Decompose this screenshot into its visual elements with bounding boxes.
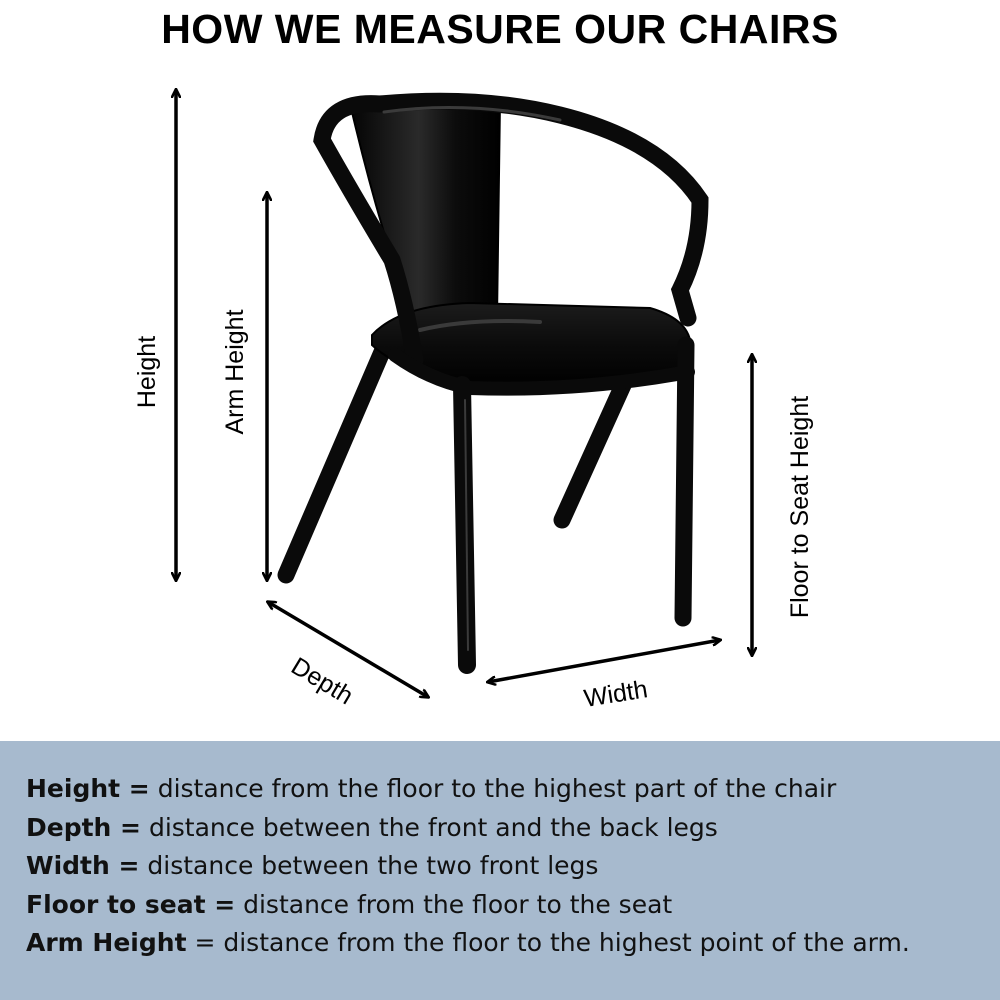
definition-term: Depth = bbox=[26, 812, 142, 842]
definitions-list bbox=[26, 770, 910, 963]
definition-width bbox=[26, 847, 910, 886]
definition-depth bbox=[26, 809, 910, 848]
page-title: HOW WE MEASURE OUR CHAIRS bbox=[161, 6, 839, 52]
definition-text: distance from the floor to the seat bbox=[235, 889, 673, 919]
depth-label: Depth bbox=[286, 651, 358, 711]
back-left-leg bbox=[286, 345, 385, 575]
definition-height bbox=[26, 770, 910, 809]
chair-illustration bbox=[286, 97, 700, 665]
definition-floor-to-seat bbox=[26, 886, 910, 925]
definition-term: Height = bbox=[26, 774, 150, 803]
arm-height-label: Arm Height bbox=[221, 309, 249, 435]
floor-to-seat-label: Floor to Seat Height bbox=[786, 395, 814, 619]
definition-term: Width = bbox=[26, 851, 140, 880]
definition-text: distance between the two front legs bbox=[139, 851, 599, 880]
definition-text: distance between the front and the back legs bbox=[141, 812, 718, 842]
definition-term: Arm Height bbox=[26, 928, 187, 957]
width-label: Width bbox=[581, 675, 650, 713]
width-arrow bbox=[488, 640, 720, 682]
front-right-leg bbox=[683, 345, 686, 618]
definition-term: Floor to seat = bbox=[26, 889, 236, 919]
definition-arm-height bbox=[26, 924, 910, 963]
definition-text: distance from the floor to the highest part of the chair bbox=[149, 774, 837, 803]
backrest bbox=[352, 97, 500, 318]
height-label: Height bbox=[133, 335, 161, 409]
definition-text: = distance from the floor to the highest point of the arm. bbox=[186, 928, 910, 957]
